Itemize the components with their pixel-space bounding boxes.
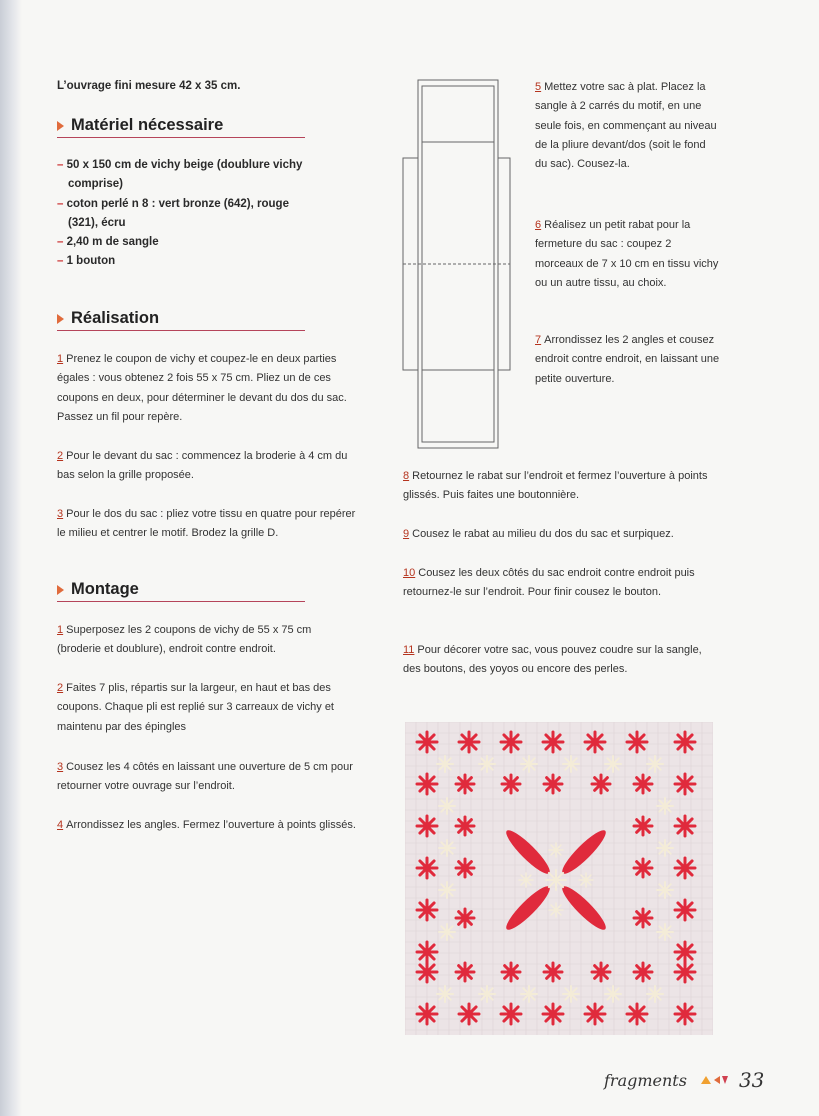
- step-number: 2: [57, 450, 64, 462]
- instruction-step: [57, 621, 357, 660]
- instruction-step: [403, 641, 715, 680]
- bag-pattern-diagram: [400, 78, 512, 452]
- step-number: 1: [57, 624, 64, 636]
- embroidery-star: [417, 774, 437, 794]
- list-item: – 2,40 m de sangle: [57, 233, 307, 252]
- embroidery-star: [479, 756, 495, 772]
- embroidery-star: [579, 873, 593, 887]
- embroidery-star: [456, 859, 474, 877]
- embroidery-star: [456, 909, 474, 927]
- instruction-step: [57, 816, 357, 835]
- embroidery-star: [544, 775, 562, 793]
- section-heading-montage: [57, 580, 305, 602]
- triangle-bullet-icon: [57, 121, 64, 131]
- step-number: 9: [403, 528, 410, 540]
- embroidery-star: [544, 963, 562, 981]
- page-footer: [604, 1068, 764, 1092]
- step-number: 10: [403, 567, 416, 579]
- instruction-step: [57, 447, 357, 486]
- section-title: Matériel nécessaire: [71, 116, 224, 134]
- step-number: 1: [57, 353, 64, 365]
- step-number: 4: [57, 819, 64, 831]
- section-heading-realisation: [57, 309, 305, 331]
- embroidery-motif-image: [405, 722, 713, 1035]
- section-title: Montage: [71, 580, 139, 598]
- step-number: 3: [57, 761, 64, 773]
- embroidery-star: [439, 924, 455, 940]
- step-text: Pour le dos du sac : pliez votre tissu en quatre pour repérer le milieu et centrer le motif. Brodez la grille D.: [57, 508, 356, 540]
- embroidery-star: [549, 843, 563, 857]
- step-text: Retournez le rabat sur l’endroit et fermez l’ouverture à points glissés. Puis faites une boutonnière.: [403, 470, 708, 502]
- step-text: Cousez le rabat au milieu du dos du sac et surpiquez.: [412, 528, 674, 540]
- footer-arrows-icon: [701, 1075, 729, 1085]
- embroidery-star: [521, 756, 537, 772]
- step-number: 11: [403, 644, 415, 656]
- embroidery-star: [417, 1004, 437, 1024]
- embroidery-star: [501, 732, 521, 752]
- embroidery-star: [417, 900, 437, 920]
- embroidery-star: [657, 882, 673, 898]
- embroidery-star: [634, 817, 652, 835]
- section-title: Réalisation: [71, 309, 160, 327]
- instruction-step: [535, 78, 720, 174]
- embroidery-star: [456, 775, 474, 793]
- step-text: Cousez les deux côtés du sac endroit contre endroit puis retournez-le sur l’endroit. Pour finir cousez le bouton.: [403, 567, 695, 599]
- embroidery-star: [459, 1004, 479, 1024]
- embroidery-star: [437, 756, 453, 772]
- step-text: Faites 7 plis, répartis sur la largeur, en haut et bas des coupons. Chaque pli est replié sur 3 carreaux de vichy et maintenu par des épingles: [57, 682, 334, 733]
- embroidery-star: [675, 816, 695, 836]
- embroidery-star: [605, 756, 621, 772]
- embroidery-star: [634, 909, 652, 927]
- step-number: 3: [57, 508, 64, 520]
- embroidery-star: [417, 942, 437, 962]
- embroidery-star: [502, 775, 520, 793]
- embroidery-star: [563, 756, 579, 772]
- embroidery-star: [521, 986, 537, 1002]
- step-text: Mettez votre sac à plat. Placez la sangle à 2 carrés du motif, en une seule fois, en commençant au niveau de la pliure devant/dos (soit le fond du sac). Cousez-la.: [535, 81, 717, 171]
- instruction-step: [403, 525, 715, 544]
- center-petal: [558, 826, 610, 878]
- list-item: – coton perlé n 8 : vert bronze (642), rouge (321), écru: [57, 195, 307, 234]
- step-text: Réalisez un petit rabat pour la fermeture du sac : coupez 2 morceaux de 7 x 10 cm en tissu vichy ou un autre tissu, au choix.: [535, 219, 719, 289]
- embroidery-star: [634, 775, 652, 793]
- center-petal: [502, 882, 554, 934]
- embroidery-star: [502, 963, 520, 981]
- embroidery-star: [439, 840, 455, 856]
- embroidery-star: [439, 798, 455, 814]
- embroidery-star: [675, 962, 695, 982]
- instruction-step: [57, 505, 357, 544]
- embroidery-star: [543, 1004, 563, 1024]
- embroidery-star: [546, 870, 566, 890]
- embroidery-star: [627, 1004, 647, 1024]
- instruction-step: [403, 467, 715, 506]
- embroidery-star: [675, 900, 695, 920]
- embroidery-star: [657, 924, 673, 940]
- instruction-step: [57, 679, 357, 737]
- embroidery-star: [675, 1004, 695, 1024]
- embroidery-star: [549, 903, 563, 917]
- embroidery-star: [456, 817, 474, 835]
- embroidery-star: [417, 816, 437, 836]
- embroidery-star: [563, 986, 579, 1002]
- step-number: 8: [403, 470, 410, 482]
- list-item: – 1 bouton: [57, 252, 307, 271]
- embroidery-star: [439, 882, 455, 898]
- embroidery-star: [605, 986, 621, 1002]
- embroidery-star: [585, 732, 605, 752]
- step-text: Arrondissez les angles. Fermez l’ouverture à points glissés.: [66, 819, 356, 831]
- embroidery-star: [456, 963, 474, 981]
- embroidery-star: [675, 942, 695, 962]
- list-item: – 50 x 150 cm de vichy beige (doublure vichy comprise): [57, 156, 307, 195]
- embroidery-star: [417, 962, 437, 982]
- embroidery-star: [519, 873, 533, 887]
- step-number: 2: [57, 682, 64, 694]
- embroidery-star: [675, 858, 695, 878]
- step-text: Arrondissez les 2 angles et cousez endroit contre endroit, en laissant une petite ouverture.: [535, 334, 720, 385]
- embroidery-star: [657, 840, 673, 856]
- embroidery-star: [417, 858, 437, 878]
- embroidery-star: [437, 986, 453, 1002]
- instruction-step: [535, 216, 720, 293]
- step-number: 7: [535, 334, 542, 346]
- embroidery-star: [592, 775, 610, 793]
- center-petal: [502, 826, 554, 878]
- embroidery-star: [543, 732, 563, 752]
- embroidery-star: [479, 986, 495, 1002]
- step-text: Pour le devant du sac : commencez la broderie à 4 cm du bas selon la grille proposée.: [57, 450, 348, 482]
- materials-list: [57, 156, 307, 272]
- embroidery-star: [417, 732, 437, 752]
- embroidery-star: [675, 774, 695, 794]
- page-number: 33: [738, 1068, 765, 1092]
- step-number: 6: [535, 219, 542, 231]
- instruction-step: [57, 350, 357, 427]
- section-heading-materiel: [57, 116, 305, 138]
- embroidery-star: [657, 798, 673, 814]
- step-number: 5: [535, 81, 542, 93]
- embroidery-star: [675, 732, 695, 752]
- triangle-bullet-icon: [57, 585, 64, 595]
- embroidery-star: [647, 986, 663, 1002]
- step-text: Superposez les 2 coupons de vichy de 55 x 75 cm (broderie et doublure), endroit contre endroit.: [57, 624, 312, 656]
- embroidery-photo: [405, 722, 713, 1035]
- embroidery-star: [634, 963, 652, 981]
- embroidery-star: [585, 1004, 605, 1024]
- instruction-step: [57, 758, 357, 797]
- embroidery-star: [627, 732, 647, 752]
- finished-size-text: L’ouvrage fini mesure 42 x 35 cm.: [57, 80, 241, 92]
- center-petal: [558, 882, 610, 934]
- embroidery-star: [592, 963, 610, 981]
- instruction-step: [403, 564, 715, 603]
- embroidery-star: [634, 859, 652, 877]
- embroidery-star: [647, 756, 663, 772]
- triangle-bullet-icon: [57, 314, 64, 324]
- step-text: Cousez les 4 côtés en laissant une ouverture de 5 cm pour retourner votre ouvrage sur l’endroit.: [57, 761, 353, 793]
- magazine-brand: fragments: [604, 1070, 687, 1090]
- page-spine-shadow: [0, 0, 22, 1116]
- embroidery-star: [501, 1004, 521, 1024]
- step-text: Prenez le coupon de vichy et coupez-le en deux parties égales : vous obtenez 2 fois 55 x 75 cm. Pliez un de ces coupons en deux, pour déterminer le devant du dos du sac. Passez un fil pour repère.: [57, 353, 347, 423]
- step-text: Pour décorer votre sac, vous pouvez coudre sur la sangle, des boutons, des yoyos ou encore des perles.: [403, 644, 702, 676]
- instruction-step: [535, 331, 720, 389]
- embroidery-star: [459, 732, 479, 752]
